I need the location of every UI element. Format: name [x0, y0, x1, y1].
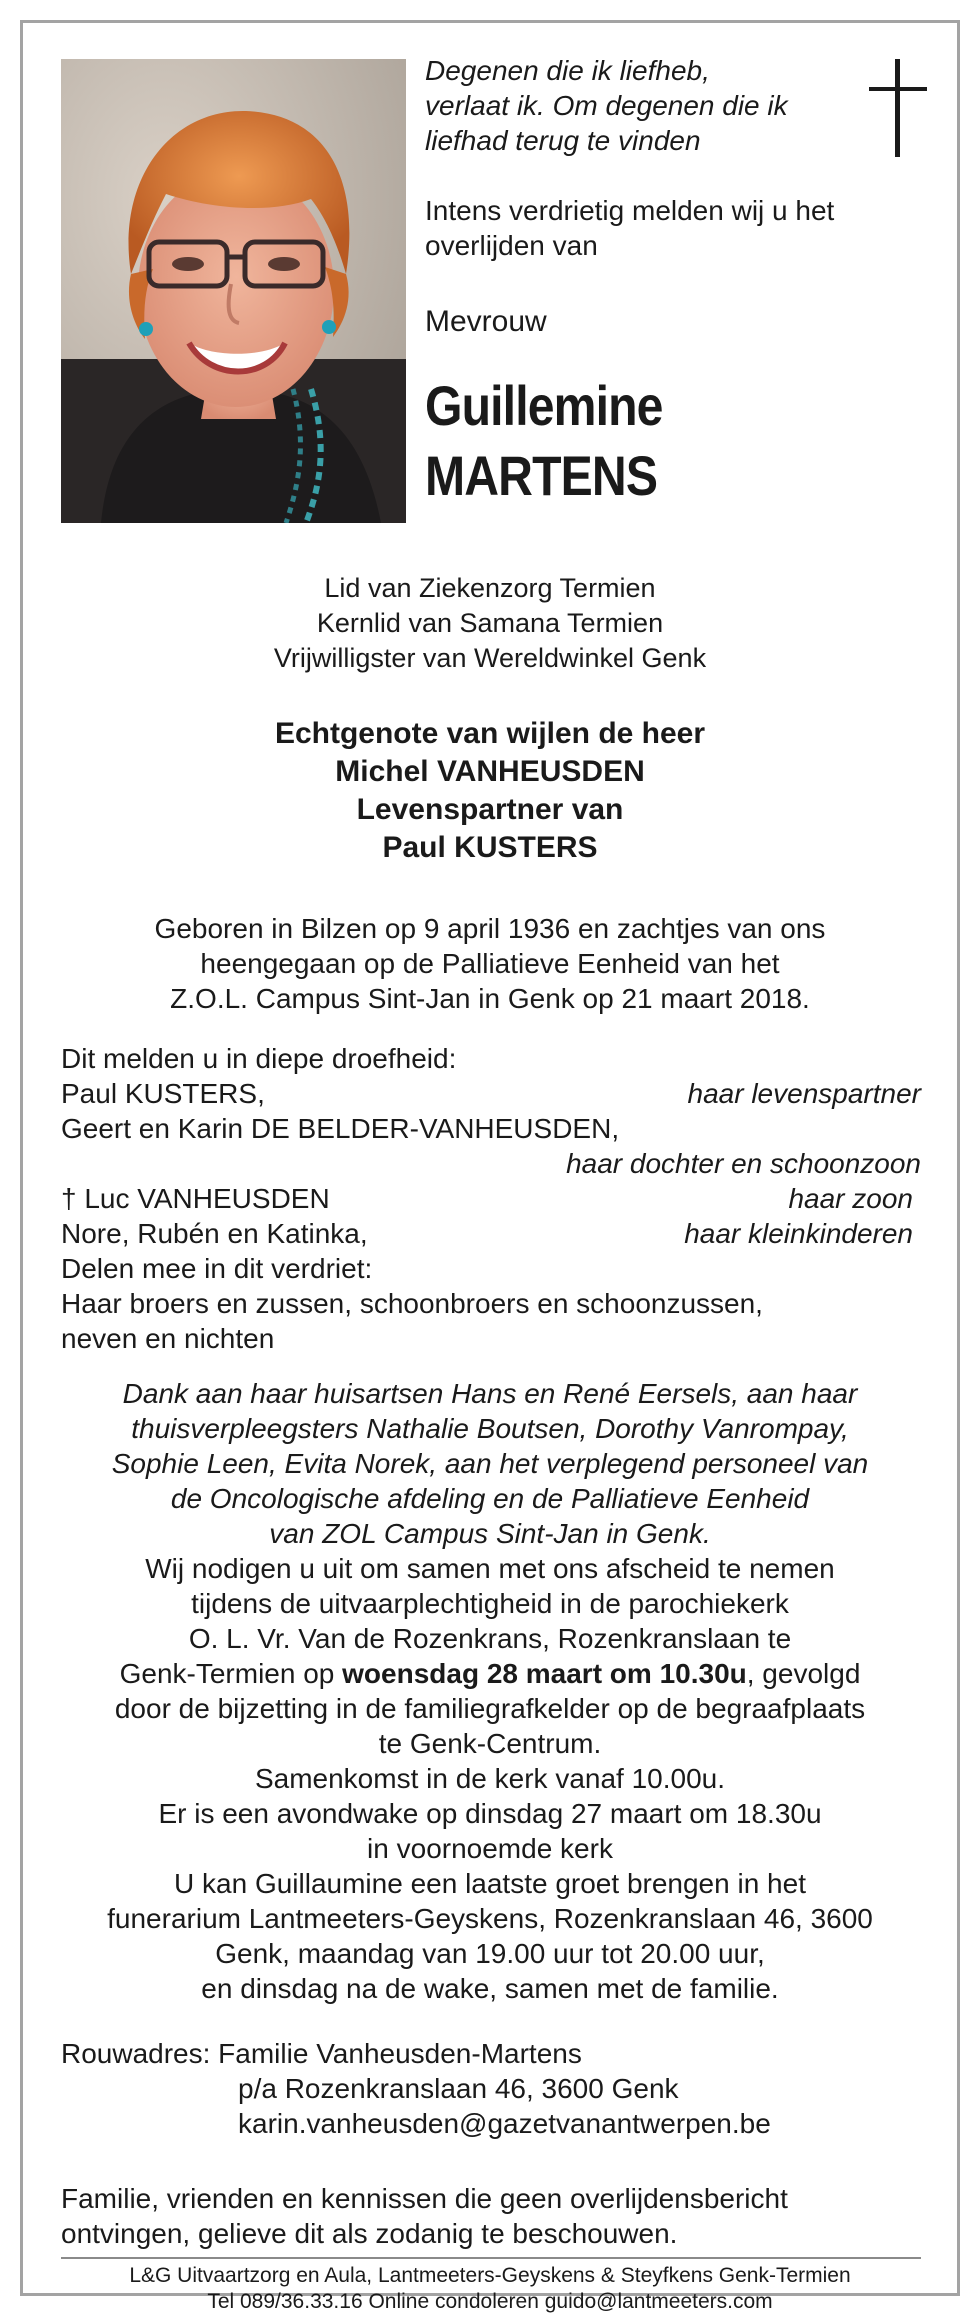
footer-line: L&G Uitvaartzorg en Aula, Lantmeeters-Geyskens & Steyfkens Genk-Termien	[129, 2264, 851, 2287]
announcement-line: overlijden van	[425, 230, 598, 261]
funeral-line: O. L. Vr. Van de Rozenkrans, Rozenkranslaan te	[188, 1623, 792, 1654]
mourner-name: Paul KUSTERS,	[61, 1078, 265, 1109]
mourner-name: † Luc VANHEUSDEN	[61, 1183, 330, 1214]
thanks-line: Sophie Leen, Evita Norek, aan het verplegend personeel van	[111, 1448, 869, 1479]
mourner-row	[61, 1181, 921, 1216]
mourner-relation: haar levenspartner	[687, 1078, 921, 1109]
last-name: MARTENS	[425, 444, 658, 507]
mourner-relation: haar kleinkinderen	[684, 1218, 913, 1249]
share-line: Delen mee in dit verdriet:	[61, 1253, 373, 1284]
affiliation-line: Lid van Ziekenzorg Termien	[324, 573, 656, 603]
address-line: p/a Rozenkranslaan 46, 3600 Genk	[238, 2073, 679, 2104]
note-line: ontvingen, gelieve dit als zodanig te beschouwen.	[61, 2218, 678, 2249]
mourner-relation: haar zoon	[788, 1183, 913, 1214]
funeral-line: tijdens de uitvaarplechtigheid in de parochiekerk	[191, 1588, 789, 1619]
poem-line: verlaat ik. Om degenen die ik	[425, 90, 788, 121]
mourner-relation: haar dochter en schoonzoon	[566, 1148, 921, 1179]
funeral-line: door de bijzetting in de familiegrafkelder op de begraafplaats	[114, 1693, 866, 1724]
affiliations	[23, 571, 957, 676]
born-line: heengegaan op de Palliatieve Eenheid van het	[200, 948, 780, 979]
funeral-text: , gevolgd	[746, 1658, 861, 1689]
intro-poem	[425, 53, 788, 158]
thanks-line: Dank aan haar huisartsen Hans en René Eersels, aan haar	[122, 1378, 858, 1409]
funeral-text: Genk-Termien op	[119, 1658, 343, 1689]
mourner-name: Nore, Rubén en Katinka,	[61, 1218, 368, 1249]
funeral-line: te Genk-Centrum.	[378, 1728, 602, 1759]
portrait-photo	[61, 59, 406, 523]
funeral-line: Wij nodigen u uit om samen met ons afscheid te nemen	[145, 1553, 835, 1584]
thanks-block	[23, 1376, 957, 1551]
first-name: Guillemine	[425, 374, 663, 437]
affiliation-line: Kernlid van Samana Termien	[316, 608, 664, 638]
mourning-address	[61, 2036, 771, 2141]
spouse-line: Levenspartner van	[356, 793, 624, 826]
mourner-row	[61, 1216, 921, 1251]
announcement	[425, 193, 834, 263]
funeral-line: Genk, maandag van 19.00 uur tot 20.00 uur,	[215, 1938, 765, 1969]
footer-line: Tel 089/36.33.16 Online condoleren guido@lantmeeters.com	[207, 2290, 773, 2313]
poem-line: liefhad terug te vinden	[425, 125, 701, 156]
mourners-intro: Dit melden u in diepe droefheid:	[61, 1043, 457, 1074]
thanks-line: van ZOL Campus Sint-Jan in Genk.	[269, 1518, 711, 1549]
note-line: Familie, vrienden en kennissen die geen overlijdensbericht	[61, 2183, 788, 2214]
funeral-line: in voornoemde kerk	[367, 1833, 613, 1864]
affiliation-line: Vrijwilligster van Wereldwinkel Genk	[273, 643, 707, 673]
poem-line: Degenen die ik liefheb,	[425, 55, 710, 86]
footer-divider	[61, 2257, 921, 2259]
funeral-datetime: woensdag 28 maart om 10.30u	[342, 1658, 747, 1689]
extended-family-line: Haar broers en zussen, schoonbroers en schoonzussen,	[61, 1288, 763, 1319]
obituary-card	[20, 20, 960, 2313]
funeral-line: U kan Guillaumine een laatste groet brengen in het	[174, 1868, 806, 1899]
born-line: Geboren in Bilzen op 9 april 1936 en zachtjes van ons	[154, 913, 826, 944]
closing-note	[61, 2181, 788, 2251]
thanks-line: thuisverpleegsters Nathalie Boutsen, Dorothy Vanrompay,	[131, 1413, 849, 1444]
address-line: Rouwadres: Familie Vanheusden-Martens	[61, 2038, 582, 2069]
funeral-line: en dinsdag na de wake, samen met de familie.	[201, 1973, 779, 2004]
portrait-illustration	[61, 59, 406, 523]
funeral-home-footer	[23, 2263, 957, 2315]
spouse-block	[23, 715, 957, 867]
deceased-title: Mevrouw	[425, 305, 547, 338]
announcement-line: Intens verdrietig melden wij u het	[425, 195, 835, 226]
spouse-line: Michel VANHEUSDEN	[335, 755, 645, 788]
funeral-line	[23, 1656, 957, 1691]
funeral-details	[23, 1551, 957, 2006]
mourners-list	[61, 1041, 921, 1356]
funeral-line: funerarium Lantmeeters-Geyskens, Rozenkranslaan 46, 3600	[107, 1903, 873, 1934]
mourner-row	[61, 1111, 921, 1146]
mourner-name: Geert en Karin DE BELDER-VANHEUSDEN,	[61, 1113, 620, 1144]
mourner-row	[61, 1076, 921, 1111]
deceased-name	[425, 371, 663, 511]
born-line: Z.O.L. Campus Sint-Jan in Genk op 21 maart 2018.	[170, 983, 810, 1014]
spouse-line: Paul KUSTERS	[382, 831, 598, 864]
latin-cross-icon	[869, 59, 927, 162]
thanks-line: de Oncologische afdeling en de Palliatieve Eenheid	[170, 1483, 810, 1514]
spouse-line: Echtgenote van wijlen de heer	[274, 717, 706, 750]
birth-death-info	[23, 911, 957, 1016]
funeral-line: Samenkomst in de kerk vanaf 10.00u.	[254, 1763, 726, 1794]
funeral-line: Er is een avondwake op dinsdag 27 maart om 18.30u	[158, 1798, 822, 1829]
address-email: karin.vanheusden@gazetvanantwerpen.be	[238, 2108, 771, 2139]
extended-family-line: neven en nichten	[61, 1323, 275, 1354]
mourner-row	[61, 1146, 921, 1181]
